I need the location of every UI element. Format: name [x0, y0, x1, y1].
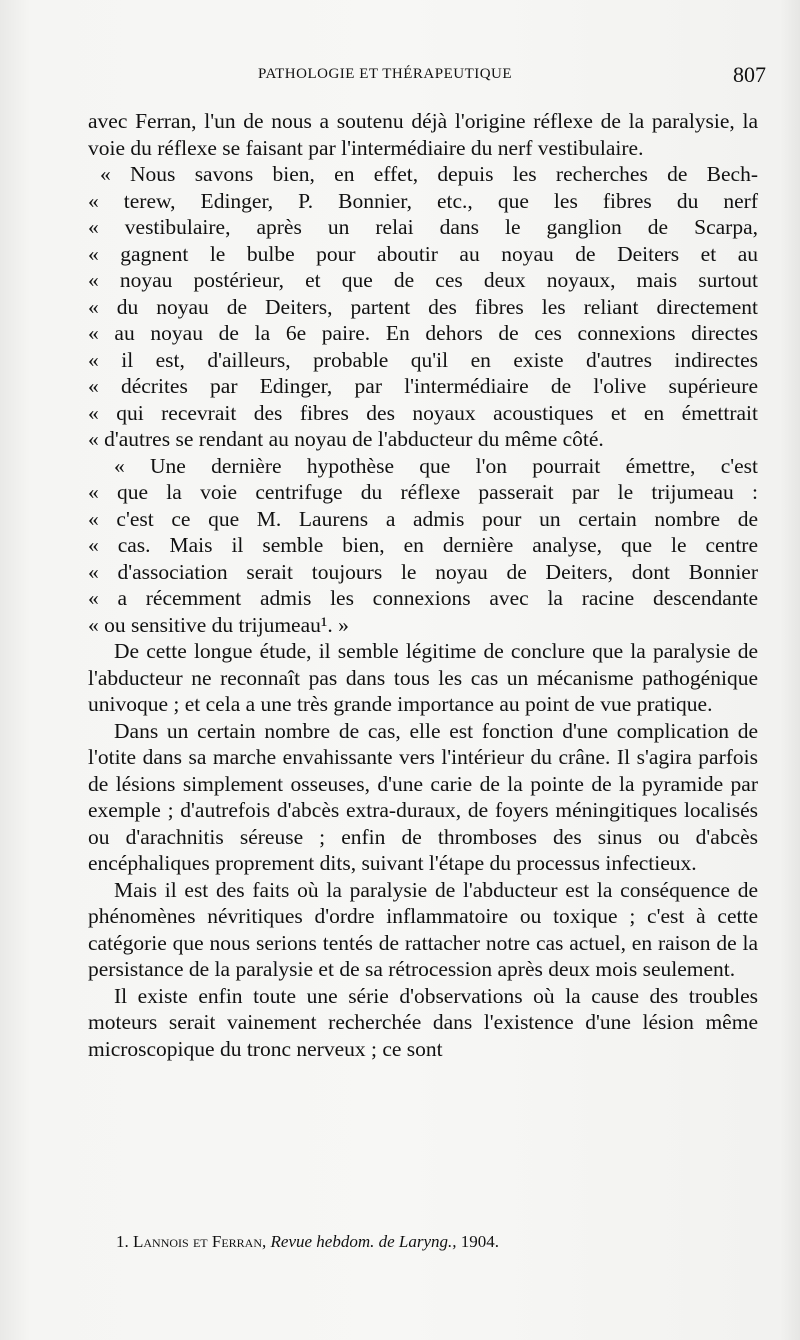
- footnote-year: 1904.: [460, 1232, 500, 1251]
- body-text: [88, 108, 758, 1062]
- paragraph-1: avec Ferran, l'un de nous a soutenu déjà l'origine réflexe de la paralysie, la voie du réflexe se faisant par l'intermédiaire du nerf vestibulaire.: [88, 109, 758, 160]
- quote-line: « d'autres se rendant au noyau de l'abducteur du même côté.: [88, 427, 604, 451]
- quote-line: « que la voie centrifuge du réflexe passerait par le trijumeau :: [88, 480, 758, 504]
- quote-line: « c'est ce que M. Laurens a admis pour un certain nombre de: [88, 506, 758, 531]
- quote-line: « vestibulaire, après un relai dans le ganglion de Scarpa,: [88, 215, 758, 239]
- quote-line: « cas. Mais il semble bien, en dernière analyse, que le centre: [88, 533, 758, 557]
- quote-block-2: [88, 453, 758, 639]
- quote-line: « Nous savons bien, en effet, depuis les recherches de Bech-: [100, 162, 758, 186]
- page-number: 807: [733, 62, 766, 87]
- quote-line: « gagnent le bulbe pour aboutir au noyau de Deiters et au: [88, 241, 758, 266]
- quote-line: « il est, d'ailleurs, probable qu'il en existe d'autres indirectes: [88, 347, 758, 372]
- paragraph-5: Il existe enfin toute une série d'observations où la cause des troubles moteurs serait vainement recherchée dans l'existence d'une lésion même microscopique du tronc nerveux ; ce sont: [88, 983, 758, 1061]
- footnote-number: 1.: [116, 1232, 129, 1251]
- paragraph-4: Mais il est des faits où la paralysie de l'abducteur est la conséquence de phénomènes névritiques d'ordre inflammatoire ou toxique ; c'est à cette catégorie que nous serions tentés de rattacher notre cas actuel, en raison de la persistance de la paralysie et de sa rétrocession après deux mois seulement.: [88, 877, 758, 981]
- quote-line: « a récemment admis les connexions avec la racine descendante: [88, 586, 758, 610]
- footnote: [116, 1232, 756, 1252]
- quote-block-1: [88, 161, 758, 453]
- quote-line: « noyau postérieur, et que de ces deux noyaux, mais surtout: [88, 268, 758, 292]
- paragraph-3: Dans un certain nombre de cas, elle est fonction d'une complication de l'otite dans sa marche envahissante vers l'intérieur du crâne. Il s'agira parfois de lésions simplement osseuses, d'une carie de la pointe de la pyramide par exemple ; d'autrefois d'abcès extra-duraux, de foyers méningitiques localisés ou d'arachnitis séreuse ; enfin de thromboses des sinus ou d'abcès encéphaliques proprement dits, suivant l'étape du processus infectieux.: [88, 718, 758, 875]
- quote-line: « qui recevrait des fibres des noyaux acoustiques et en émettrait: [88, 400, 758, 425]
- quote-line: « d'association serait toujours le noyau de Deiters, dont Bonnier: [88, 559, 758, 584]
- quote-line: « du noyau de Deiters, partent des fibres les reliant directement: [88, 294, 758, 319]
- running-title: PATHOLOGIE ET THÉRAPEUTIQUE: [258, 66, 513, 82]
- footnote-authors: Lannois et Ferran,: [133, 1232, 267, 1251]
- paragraph-2: De cette longue étude, il semble légitime de conclure que la paralysie de l'abducteur ne reconnaît pas dans tous les cas un mécanisme pathogénique univoque ; et cela a une très grande importance au point de vue pratique.: [88, 639, 758, 716]
- quote-line: « terew, Edinger, P. Bonnier, etc., que les fibres du nerf: [88, 188, 758, 213]
- footnote-journal: Revue hebdom. de Laryng.,: [270, 1232, 457, 1251]
- quote-line: « Une dernière hypothèse que l'on pourrait émettre, c'est: [114, 453, 758, 478]
- running-header: [258, 62, 766, 92]
- quote-line: « décrites par Edinger, par l'intermédiaire de l'olive supérieure: [88, 374, 758, 398]
- quote-line: « ou sensitive du trijumeau¹. »: [88, 612, 349, 637]
- quote-line: « au noyau de la 6e paire. En dehors de ces connexions directes: [88, 321, 758, 345]
